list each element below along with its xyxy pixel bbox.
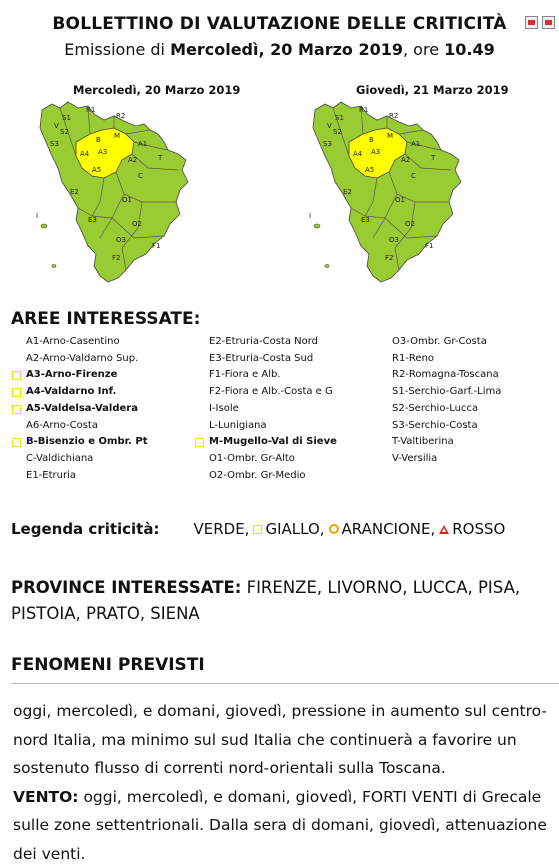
- divider: [11, 683, 559, 684]
- legend-giallo-text: GIALLO,: [265, 520, 325, 538]
- zone-label: F2: [385, 254, 394, 262]
- emission-line: [0, 40, 559, 59]
- zone-label: A3: [98, 148, 108, 156]
- area-item: S2-Serchio-Lucca: [392, 402, 479, 414]
- zone-label: I: [309, 212, 312, 220]
- vento-label: VENTO:: [13, 787, 79, 806]
- legend-verde-text: VERDE,: [193, 520, 250, 538]
- zone-label: A1: [411, 140, 421, 148]
- pdf-icon[interactable]: [525, 16, 538, 29]
- island: [52, 265, 56, 268]
- emission-separator: , ore: [403, 40, 440, 59]
- area-item: T-Valtiberina: [392, 436, 454, 448]
- vento-text: oggi, mercoledì, e domani, giovedì, FORTI VENTI di Grecale sulle zone settentrionali. Dalla sera di domani, giovedì, attenuazione dei venti.: [13, 787, 547, 863]
- zone-label: C: [411, 172, 416, 180]
- area-item: A1-Arno-Casentino: [26, 336, 120, 347]
- fenomeni-heading: FENOMENI PREVISTI: [11, 655, 205, 675]
- area-item: A4-Valdarno Inf.: [10, 384, 148, 401]
- zone-label: M: [387, 132, 394, 140]
- area-item: A2-Arno-Valdarno Sup.: [26, 352, 139, 364]
- zone-label: S3: [50, 140, 59, 148]
- area-item: F2-Fiora e Alb.-Costa e G: [209, 386, 333, 398]
- area-item: O2-Ombr. Gr-Medio: [209, 469, 306, 481]
- emission-date: Mercoledì, 20 Marzo 2019: [170, 40, 403, 59]
- area-item: A3-Arno-Firenze: [10, 367, 148, 384]
- zone-label: T: [158, 154, 163, 162]
- legend-giallo: [253, 520, 324, 538]
- zone-label: F2: [112, 254, 121, 262]
- zone-label: E3: [361, 216, 370, 224]
- area-item: O3-Ombr. Gr-Costa: [392, 336, 487, 347]
- zone-label: O1: [122, 196, 132, 204]
- island: [41, 224, 47, 228]
- area-item: V-Versilia: [392, 452, 438, 464]
- zone-label: E2: [343, 188, 352, 196]
- zone-label: M: [114, 132, 121, 140]
- zone-label: A4: [353, 150, 363, 158]
- legend: [11, 520, 509, 538]
- toolbar: [525, 16, 555, 29]
- legend-rosso-text: ROSSO: [452, 520, 506, 538]
- legend-verde: [193, 520, 249, 538]
- zone-label: S1: [62, 114, 71, 122]
- zone-label: I: [36, 212, 39, 220]
- orange-circle-icon: [329, 524, 339, 534]
- area-item: L-Lunigiana: [209, 419, 267, 431]
- area-item: S3-Serchio-Costa: [392, 419, 478, 431]
- zone-label: R2: [116, 112, 126, 120]
- red-triangle-icon: [439, 525, 449, 534]
- zone-label: O1: [395, 196, 405, 204]
- zone-label: O2: [132, 220, 142, 228]
- zone-label: A5: [365, 166, 375, 174]
- yellow-square-icon: [253, 525, 262, 534]
- print-icon[interactable]: [542, 16, 555, 29]
- legend-arancione: [329, 520, 436, 538]
- island: [325, 265, 329, 268]
- fenomeni-paragraph: oggi, mercoledì, e domani, giovedì, pressione in aumento sul centro-nord Italia, ma minimo sul sud Italia che continuerà a favorire un sostenuto flusso di correnti nord-orientali sulla Toscana.: [13, 702, 547, 777]
- areas-col-3: [376, 334, 501, 468]
- island: [314, 224, 320, 228]
- province-label: PROVINCE INTERESSATE:: [11, 578, 242, 597]
- zone-label: O2: [405, 220, 415, 228]
- province-section: [11, 575, 551, 627]
- zone-label: R2: [389, 112, 399, 120]
- zone-label: V: [327, 122, 332, 130]
- zone-label: O3: [116, 236, 126, 244]
- area-item: O1-Ombr. Gr-Alto: [209, 452, 295, 464]
- zone-label: S2: [60, 128, 69, 136]
- map-mercoledi: [30, 98, 200, 288]
- area-item: R1-Reno: [392, 352, 435, 364]
- zone-label: R1: [86, 106, 96, 114]
- area-item: B-Bisenzio e Ombr. Pt: [10, 434, 148, 451]
- area-item: E2-Etruria-Costa Nord: [209, 336, 319, 347]
- areas-heading: AREE INTERESSATE:: [11, 309, 201, 329]
- emission-time: 10.49: [444, 40, 495, 59]
- area-item: E3-Etruria-Costa Sud: [209, 352, 314, 364]
- map-date-right: Giovedì, 21 Marzo 2019: [356, 83, 509, 97]
- zone-label: S1: [335, 114, 344, 122]
- zone-label: A5: [92, 166, 102, 174]
- zone-label: A3: [371, 148, 381, 156]
- page-title: BOLLETTINO DI VALUTAZIONE DELLE CRITICITÀ: [52, 14, 507, 34]
- area-item: R2-Romagna-Toscana: [392, 369, 499, 381]
- area-item: E1-Etruria: [26, 469, 76, 481]
- area-item: I-Isole: [209, 402, 239, 414]
- emission-prefix: Emissione di: [64, 40, 165, 59]
- area-item: F1-Fiora e Alb.: [209, 369, 281, 381]
- zone-label: A2: [401, 156, 411, 164]
- area-item: S1-Serchio-Garf.-Lima: [392, 386, 502, 398]
- areas-col-1: [10, 334, 148, 484]
- zone-label: A2: [128, 156, 138, 164]
- legend-rosso: [439, 520, 505, 538]
- area-item: M-Mugello-Val di Sieve: [193, 434, 337, 451]
- zone-label: S2: [333, 128, 342, 136]
- legend-arancione-text: ARANCIONE,: [341, 520, 436, 538]
- area-item: A6-Arno-Costa: [26, 419, 98, 431]
- fenomeni-text: [13, 697, 548, 868]
- zone-label: A1: [138, 140, 148, 148]
- zone-label: B: [369, 136, 374, 144]
- zone-label: E2: [70, 188, 79, 196]
- zone-label: O3: [389, 236, 399, 244]
- zone-label: V: [54, 122, 59, 130]
- zone-label: A4: [80, 150, 90, 158]
- map-giovedi: [303, 98, 473, 288]
- zone-label: F1: [152, 242, 161, 250]
- zone-label: C: [138, 172, 143, 180]
- legend-label: Legenda criticità:: [11, 520, 160, 538]
- zone-label: E3: [88, 216, 97, 224]
- map-date-left: Mercoledì, 20 Marzo 2019: [73, 83, 241, 97]
- province-value: FIRENZE, LIVORNO, LUCCA, PISA, PISTOIA, PRATO, SIENA: [11, 578, 521, 623]
- zone-label: T: [431, 154, 436, 162]
- areas-col-2: [193, 334, 337, 484]
- zone-label: R1: [359, 106, 369, 114]
- area-item: A5-Valdelsa-Valdera: [10, 401, 148, 418]
- zone-label: S3: [323, 140, 332, 148]
- area-item: C-Valdichiana: [26, 452, 94, 464]
- zone-label: F1: [425, 242, 434, 250]
- zone-label: B: [96, 136, 101, 144]
